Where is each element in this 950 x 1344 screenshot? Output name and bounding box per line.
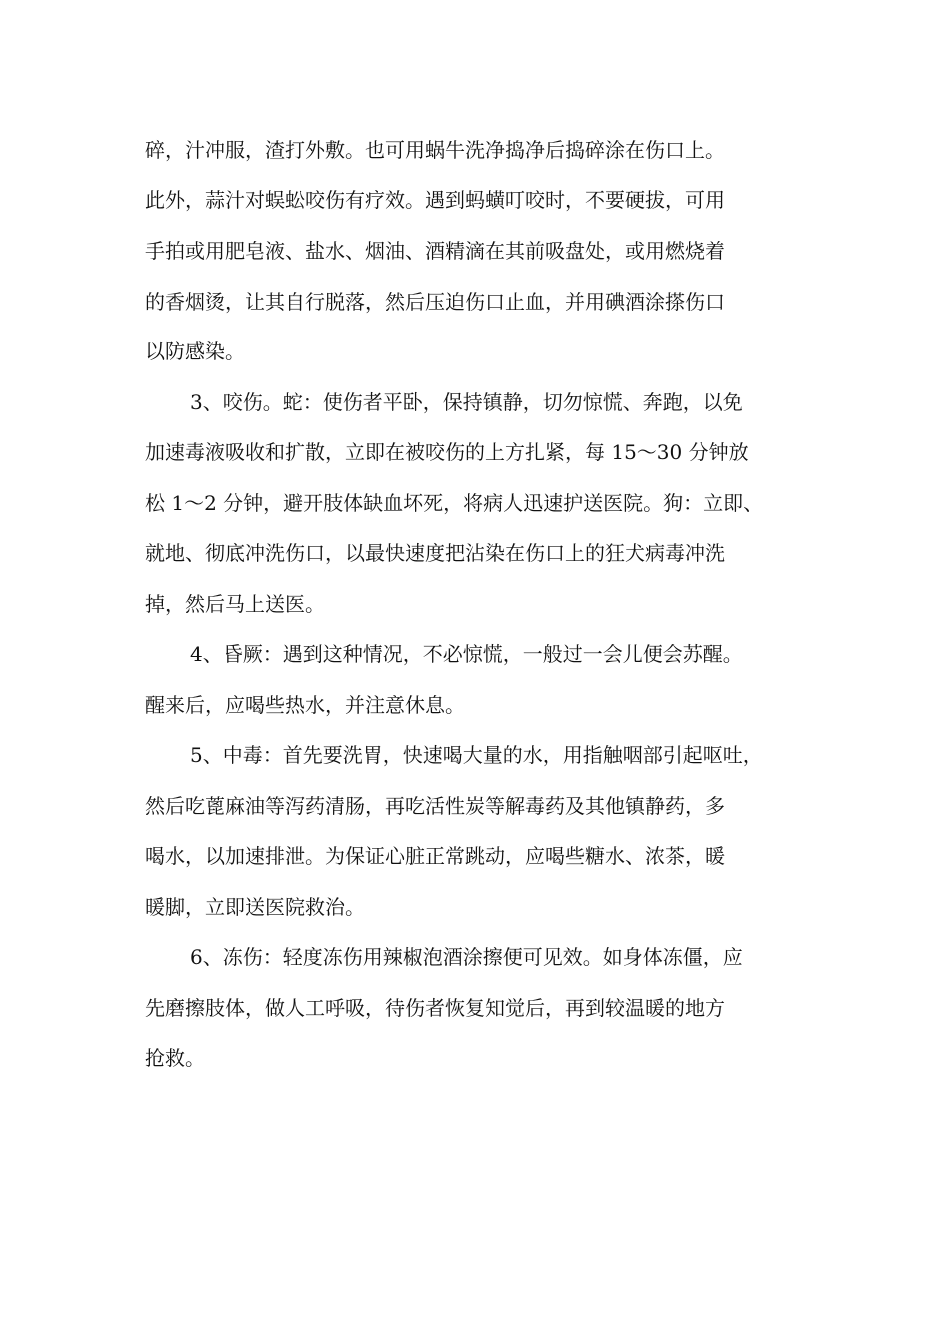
text-line: 掉，然后马上送医。 [145,592,325,616]
text-line: 先磨擦肢体，做人工呼吸，待伤者恢复知觉后，再到较温暖的地方 [145,996,725,1020]
text-line: 手拍或用肥皂液、盐水、烟油、酒精滴在其前吸盘处，或用燃烧着 [145,239,725,263]
text-line: 醒来后，应喝些热水，并注意休息。 [145,693,465,717]
text-line: 松 1～2 分钟，避开肢体缺血坏死，将病人迅速护送医院。狗：立即、 [145,491,764,515]
text-line: 喝水，以加速排泄。为保证心脏正常跳动，应喝些糖水、浓茶，暖 [145,844,725,868]
paragraph-start-line: 6、冻伤：轻度冻伤用辣椒泡酒涂擦便可见效。如身体冻僵，应 [190,945,743,969]
text-line: 以防感染。 [145,339,245,363]
text-line: 然后吃蓖麻油等泻药清肠，再吃活性炭等解毒药及其他镇静药，多 [145,794,725,818]
paragraph-start-line: 4、昏厥：遇到这种情况，不必惊慌，一般过一会儿便会苏醒。 [190,642,743,666]
text-line: 此外，蒜汁对蜈蚣咬伤有疗效。遇到蚂蟥叮咬时，不要硬拔，可用 [145,188,725,212]
paragraph-start-line: 3、咬伤。蛇：使伤者平卧，保持镇静，切勿惊慌、奔跑，以免 [190,390,743,414]
text-line: 的香烟烫，让其自行脱落，然后压迫伤口止血，并用碘酒涂搽伤口 [145,290,725,314]
text-line: 暖脚，立即送医院救治。 [145,895,365,919]
paragraph-start-line: 5、中毒：首先要洗胃，快速喝大量的水，用指触咽部引起呕吐， [190,743,763,767]
text-line: 加速毒液吸收和扩散，立即在被咬伤的上方扎紧，每 15～30 分钟放 [145,440,749,464]
text-line: 碎，汁冲服，渣打外敷。也可用蜗牛洗净捣净后捣碎涂在伤口上。 [145,138,725,162]
text-line: 就地、彻底冲洗伤口，以最快速度把沾染在伤口上的狂犬病毒冲洗 [145,541,725,565]
text-line: 抢救。 [145,1046,205,1070]
